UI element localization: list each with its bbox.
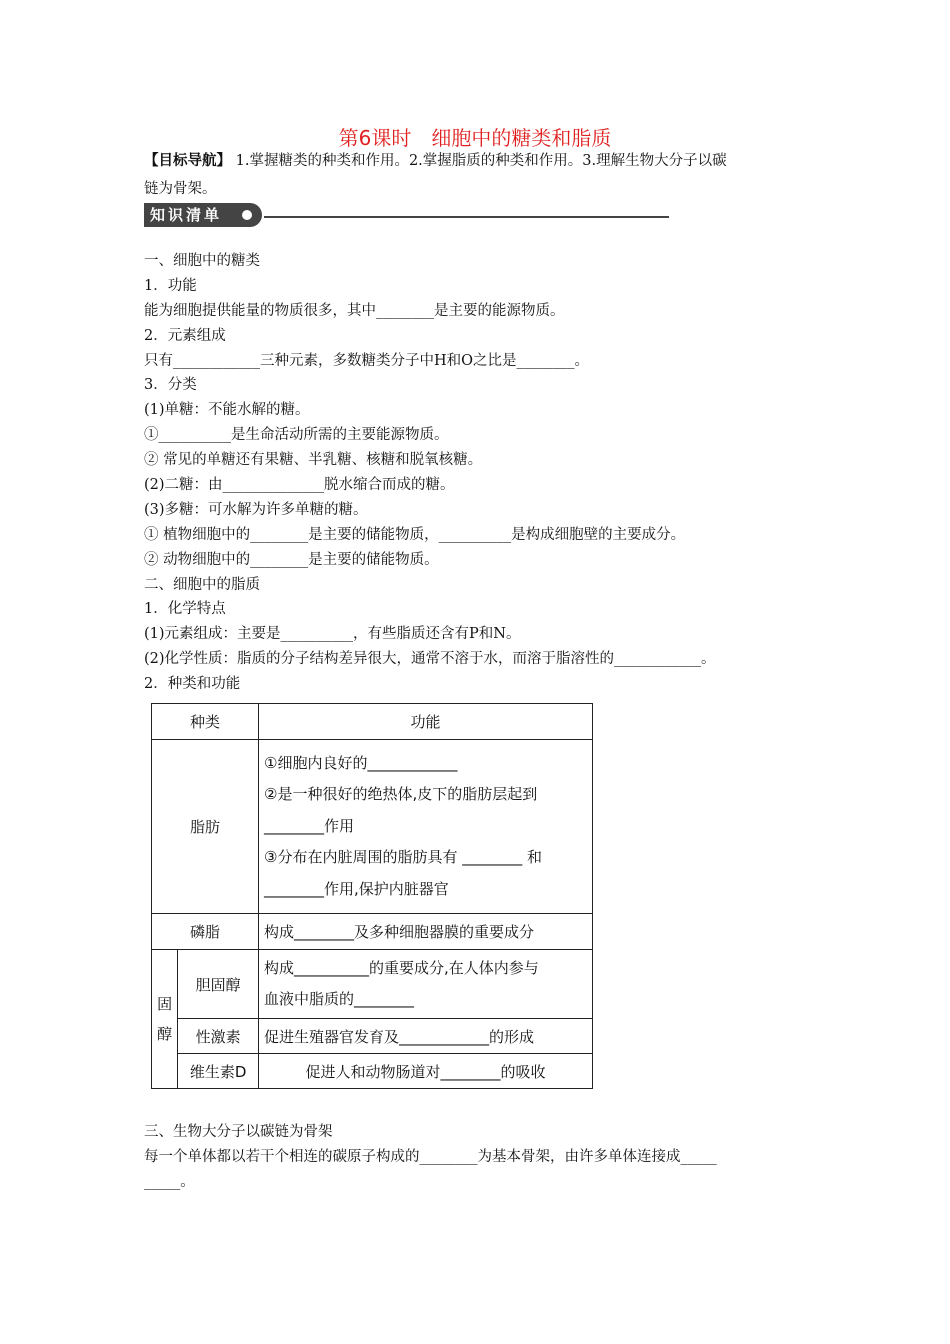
sterol-name: 固醇: [152, 950, 178, 1089]
table-row-phospholipid: [152, 914, 593, 950]
phospholipid-function: 构成________及多种细胞器膜的重要成分: [259, 914, 593, 950]
fat-name: 脂肪: [152, 740, 259, 914]
text-line: ② 动物细胞中的________是主要的储能物质。: [144, 551, 439, 568]
lipid-types-table: [151, 703, 593, 1089]
table-row-cholesterol: [152, 950, 593, 1019]
bullet-dot-icon: [242, 210, 252, 220]
phospholipid-name: 磷脂: [152, 914, 259, 950]
text-line: ① 植物细胞中的________是主要的储能物质，__________是构成细胞壁的主要成分。: [144, 526, 686, 543]
goal-tag: 【目标导航】: [144, 152, 231, 169]
text-line: 1．功能: [144, 277, 197, 294]
sex-hormone-function: 促进生殖器官发育及____________的形成: [259, 1019, 593, 1054]
knowledge-body: [144, 249, 814, 697]
fat-func-line: ①细胞内良好的____________: [264, 753, 458, 772]
text-line: _____。: [144, 1173, 195, 1190]
section-divider: [264, 216, 669, 218]
cholesterol-func-line: 血液中脂质的________: [264, 990, 415, 1008]
vitamin-d-name: 维生素D: [178, 1054, 259, 1089]
cholesterol-function: [259, 950, 593, 1019]
section-heading: 三、生物大分子以碳链为骨架: [144, 1124, 333, 1140]
cholesterol-name: 胆固醇: [178, 950, 259, 1019]
text-line: 3．分类: [144, 377, 197, 394]
text-line: 二、细胞中的脂质: [144, 576, 260, 593]
text-line: 每一个单体都以若干个相连的碳原子构成的________为基本骨架，由许多单体连接成_____: [144, 1148, 717, 1165]
fat-func-line: ③分布在内脏周围的脂肪具有 ________ 和: [264, 848, 542, 867]
text-line: 2．元素组成: [144, 327, 226, 344]
table-row-vitamin-d: [152, 1054, 593, 1089]
text-line: (1)元素组成：主要是__________，有些脂质还含有P和N。: [144, 626, 521, 643]
goal-line-2: 链为骨架。: [144, 181, 217, 197]
text-line: 只有____________三种元素，多数糖类分子中H和O之比是________。: [144, 352, 590, 369]
section-label: 知识清单: [144, 203, 262, 227]
page-title: 第6课时 细胞中的糖类和脂质: [338, 126, 612, 150]
learning-goals: [144, 147, 814, 203]
text-line: 一、细胞中的糖类: [144, 253, 260, 269]
text-line: 能为细胞提供能量的物质很多，其中________是主要的能源物质。: [144, 302, 565, 319]
table-row-fat: [152, 740, 593, 914]
header-function: 功能: [259, 704, 593, 740]
text-line: 1．化学特点: [144, 601, 226, 618]
goal-line-1: 1.掌握糖类的种类和作用。2.掌握脂质的种类和作用。3.理解生物大分子以碳: [231, 153, 727, 169]
fat-func-line: ________作用: [264, 816, 355, 835]
header-kind: 种类: [152, 704, 259, 740]
table-header-row: [152, 704, 593, 740]
vitamin-d-function: 促进人和动物肠道对________的吸收: [259, 1054, 593, 1089]
fat-func-line: ②是一种很好的绝热体,皮下的脂肪层起到: [264, 785, 538, 804]
text-line: (1)单糖：不能水解的糖。: [144, 402, 310, 419]
text-line: (3)多糖：可水解为许多单糖的糖。: [144, 501, 368, 518]
table-row-sex-hormone: [152, 1019, 593, 1054]
text-line: 2．种类和功能: [144, 676, 241, 693]
sex-hormone-name: 性激素: [178, 1019, 259, 1054]
text-line: (2)二糖：由______________脱水缩合而成的糖。: [144, 477, 455, 494]
cholesterol-func-line: 构成__________的重要成分,在人体内参与: [264, 958, 539, 977]
fat-func-line: ________作用,保护内脏器官: [264, 879, 449, 898]
text-line: ② 常见的单糖还有果糖、半乳糖、核糖和脱氧核糖。: [144, 452, 483, 469]
section-header-knowledge-list: [144, 203, 529, 229]
carbon-skeleton-section: [144, 1120, 814, 1195]
text-line: ①__________是生命活动所需的主要能源物质。: [144, 427, 449, 444]
fat-functions: [259, 740, 593, 914]
text-line: (2)化学性质：脂质的分子结构差异很大，通常不溶于水，而溶于脂溶性的____________。: [144, 651, 716, 668]
